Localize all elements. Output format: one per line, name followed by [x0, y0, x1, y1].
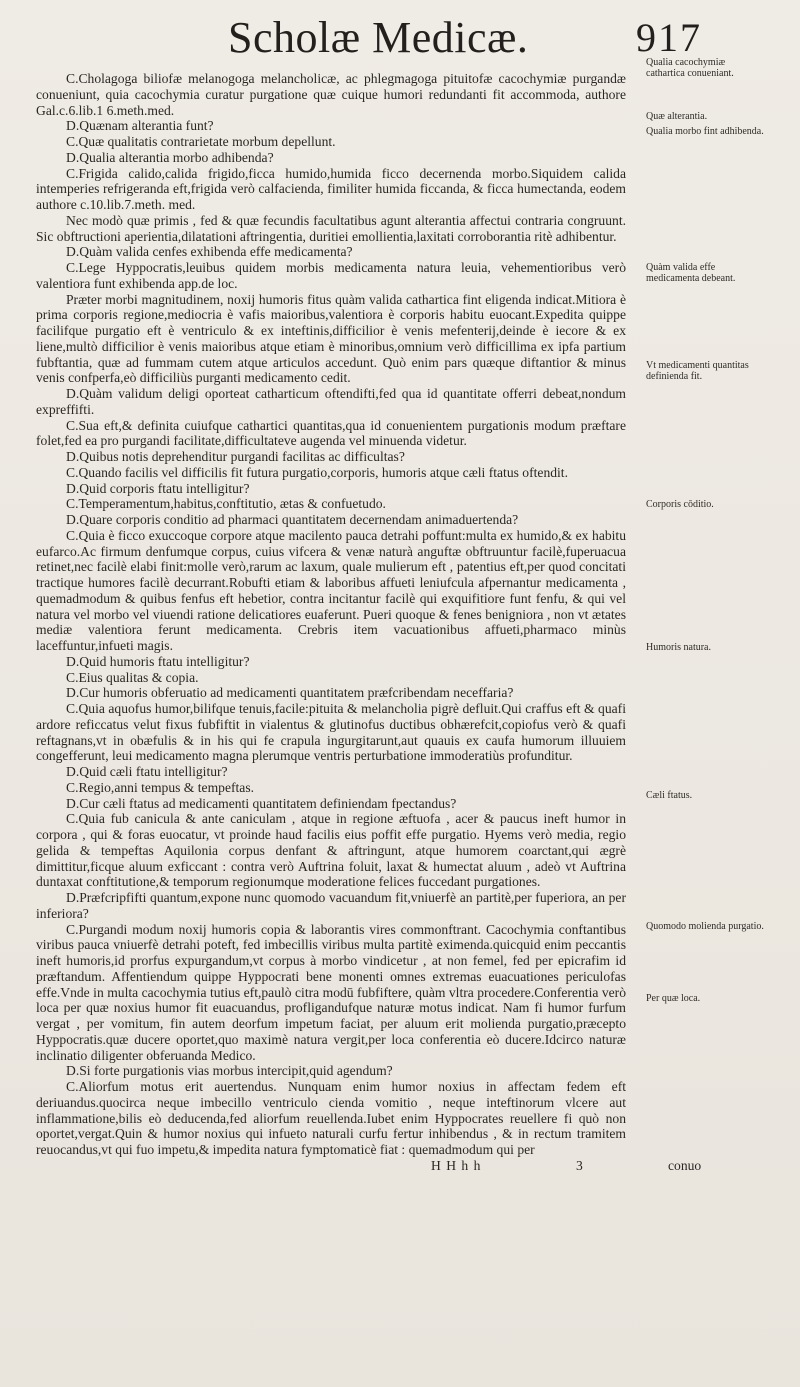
- question-paragraph: D.Quænam alterantia funt?: [66, 118, 214, 134]
- answer-paragraph: C.Cholagoga biliofæ melanogoga melancholicæ, ac phlegmagoga pituitofæ cacochymiæ purgandæ conueniunt, quia cacochymia curatur purgatione quæ cuique humori redundanti fit accommoda, authore Gal.c.6.lib.1 6.meth.med.: [36, 71, 626, 118]
- marginal-note: Quomodo molienda purgatio.: [646, 921, 764, 932]
- question-paragraph: D.Quid cæli ftatu intelligitur?: [66, 764, 228, 779]
- catchline: [36, 1157, 702, 1174]
- marginal-note: Humoris natura.: [646, 642, 711, 653]
- answer-paragraph: C.Quia aquofus humor,bilifque tenuis,facile:pituita & melancholia pigrè defluit.Qui craffus eft & quafi ardore reficcatus velut fixus fubfiftit in vialentus & glutinofus ductibus obhærefcit,copiofus verò & quafi reftagnans,vt in obæfulis & in his qui fe crapula ingurgitarunt,aut quauis ex caufa humorum illuuiem congefferunt, leui medicamento magna plerumque ventris perturbatione immoderatiùs profunditur.: [36, 701, 626, 764]
- marginal-note: Vt medicamenti quantitas definienda fit.: [646, 360, 749, 382]
- catchword: conuo: [668, 1157, 702, 1173]
- question-paragraph: D.Quid corporis ftatu intelligitur?: [66, 480, 250, 496]
- answer-paragraph: C.Quia è ficco exuccoque corpore atque macilento pauca detrahi poffunt:multa ex humido,& ex habitu eufarco.Ac firmum denfumque corpus, cuius vifcera & venæ naturà anguftæ obftruuntur facilè,fuperuacua retinet,nec facilè elabi finit:molle verò,rarum ac laxum, quale mulierum eft , patentius eft,per quod concitati tractique humores facilè decurrant.Robufti etiam & laboribus affueti leniufcula afpernantur medicamenta , quemadmodum & quibus fenfus eft hebetior, contra incitantur facilè qui exquifitiore funt fenfu, & qui vel natura vel morbo vel viuendi ratione delicatiores euaferunt. Pueri quoque & fenes benigniora , non vt ætates mediæ valentiora ferunt medicamenta. Crebris item vacuationibus affueti,pharmaco minùs laceffuntur,infueti magis.: [36, 527, 626, 653]
- question-paragraph: D.Si forte purgationis vias morbus intercipit,quid agendum?: [66, 1063, 393, 1079]
- question-paragraph: D.Cur humoris obferuatio ad medicamenti quantitatem præfcribendam neceffaria?: [66, 685, 514, 701]
- marginal-note: Per quæ loca.: [646, 993, 701, 1004]
- running-head: Scholæ Medicæ.: [228, 13, 529, 62]
- question-paragraph: C.Regio,anni tempus & tempeftas.: [66, 779, 255, 795]
- marginal-note: Cæli ftatus.: [646, 790, 693, 801]
- question-paragraph: D.Quare corporis conditio ad pharmaci quantitatem decernendam animaduertenda?: [66, 512, 519, 527]
- marginal-note: Quàm valida effe medicamenta debeant.: [646, 262, 736, 284]
- question-paragraph: C.Quando facilis vel difficilis fit futura purgatio,corporis, humoris atque cæli ftatus oftendit.: [66, 464, 568, 480]
- question-paragraph: D.Qualia alterantia morbo adhibenda?: [66, 149, 274, 165]
- answer-paragraph: C.Purgandi modum noxij humoris copia & laborantis vires commonftrant. Cacochymia conftantibus viribus pauca vniuerfè detrahi poteft, fed imbecillis viribus multa partitè eximenda.quicquid enim peccantis ineft humoris,id prorfus expurgandum,vt corpus à morbo vindicetur , at non femel, fed per epicrafim id præftandum. Affentiendum quippe Hyppocrati bene monenti omnes extremas euacuationes periculofas effe.Vnde in multa cacochymia tutius eft,paulò citra modū fubfiftere, quàm vltra procedere.Conferentia verò loca per quæ noxius humor fit euacuandus, profligandufque naturæ motus indicat. Nam fi humor furfum vergat , per vomitum, fin autem deorfum impetum faciat, per aluum erit molienda purgatio,præcepto Hyppocratis.quæ ducere oportet,quo maximè natura vergit,per loca conferentia eò ducere.Idcirco naturæ inclinatio diligenter obferuanda Medico.: [36, 921, 626, 1063]
- marginal-note: Corporis cōditio.: [646, 499, 714, 510]
- question-paragraph: C.Quæ qualitatis contrarietate morbum depellunt.: [66, 134, 336, 149]
- question-paragraph: C.Temperamentum,habitus,conftitutio, ætas & confuetudo.: [66, 496, 386, 512]
- answer-paragraph: C.Quia fub canicula & ante caniculam , atque in regione æftuofa , acer & paucus ineft humor in corpora , qui & foras euocatur, vt proinde haud facilis eius poffit effe purgatio. Hyems verò media, regio gelida & tempeftas Aquilonia corpus denfant & aftringunt, atque humorem coarctant,qui ægrè dimittitur,ficque aluum exficcant : contra verò Auftrina foluit, laxat & humectat aluum , adeò vt Auftrina duntaxat conftitutione,& temporum regionumque moderatione felices fuccedant purgationes.: [36, 811, 626, 890]
- marginal-note: Quæ alterantia.: [646, 111, 708, 122]
- marginal-note: Qualia morbo fint adhibenda.: [646, 126, 764, 137]
- answer-paragraph: C.Frigida calido,calida frigido,ficca humido,humida ficco decernenda morbo.Siquidem calida intemperies refrigeranda eft,frigida verò calfacienda, fimiliter humida ficcanda, & ficca humectanda, eodem authore c.10.lib.7.meth. med.: [36, 165, 626, 212]
- question-paragraph: D.Quibus notis deprehenditur purgandi facilitas ac difficultas?: [66, 449, 405, 464]
- question-paragraph: C.Eius qualitas & copia.: [66, 669, 199, 685]
- answer-paragraph: C.Lege Hyppocratis,leuibus quidem morbis medicamenta natura leuia, vehementioribus verò valentiora funt exhibenda app.de loc.: [36, 260, 626, 291]
- question-paragraph: D.Quid humoris ftatu intelligitur?: [66, 653, 250, 669]
- question-paragraph: D.Quàm valida cenfes exhibenda effe medicamenta?: [66, 244, 353, 260]
- page-header: [0, 12, 800, 62]
- page-number: 917: [636, 15, 702, 60]
- signature-mark: H H h h: [431, 1157, 482, 1173]
- answer-paragraph: D.Quàm validum deligi oporteat catharticum oftendifti,fed qua id quantitate offerri debeat,nondum expreffifti.: [36, 386, 626, 417]
- answer-paragraph: D.Præfcripfifti quantum,expone nunc quomodo vacuandum fit,vniuerfè an partitè,per fuperiora, an per inferiora?: [36, 890, 626, 921]
- marginal-note: Qualia cacochymiæ cathartica conueniant.: [646, 57, 734, 79]
- answer-paragraph: C.Aliorfum motus erit auertendus. Nunquam enim humor noxius in affectam fedem eft deriuandus.quocirca neque imbecillo ventriculo cienda vomitio , neque inteftinorum vlcere aut inflammatione,bilis eò deducenda,fed aliorfum reuellenda.Iubet enim Hyppocrates reuellere fi quò non oportet,vergat.Quin & humor noxius qui infueto naturali curfu fertur inhibendus , & in rectum tramitem reuocandus,vt qui fuo impetu,& impedita natura fymptomaticè fiat : quemadmodum qui per: [36, 1079, 626, 1157]
- answer-paragraph: Nec modò quæ primis , fed & quæ fecundis facultatibus agunt alterantia affectui contraria congruunt. Sic obftructioni aperientia,dilatationi aftringentia, duritiei emollientia,laxitati corroborantia ritè adhibentur.: [36, 212, 626, 244]
- question-paragraph: D.Cur cæli ftatus ad medicamenti quantitatem definiendam fpectandus?: [66, 795, 457, 811]
- answer-paragraph: C.Sua eft,& definita cuiufque cathartici quantitas,qua id conuenientem purgationis modum præftare folet,fed ea pro purgandi facilitate,difficultateve augenda vel minuenda videtur.: [36, 417, 626, 449]
- signature-number: 3: [576, 1157, 583, 1173]
- answer-paragraph: Præter morbi magnitudinem, noxij humoris fitus quàm valida cathartica fint eligenda indicat.Mitiora è prima corporis regione,mediocria è vafis maioribus,valentiora è corporis habitu euocant.Expedita quippe facilifque purgatio eft è ventriculo & ex inteftinis,difficilior è venis mefenterij,deinde è iecore & ex liene,multò difficilior è venis maioribus atque etiam è minoribus,omnium verò difficillima ex ipfa partium fubftantia, quæ ad fummam cutem atque articulos accedunt. Quò enim pars quæque diftantior & minus venis confperfa,eò difficiliùs purganti medicamento cedit.: [36, 291, 626, 386]
